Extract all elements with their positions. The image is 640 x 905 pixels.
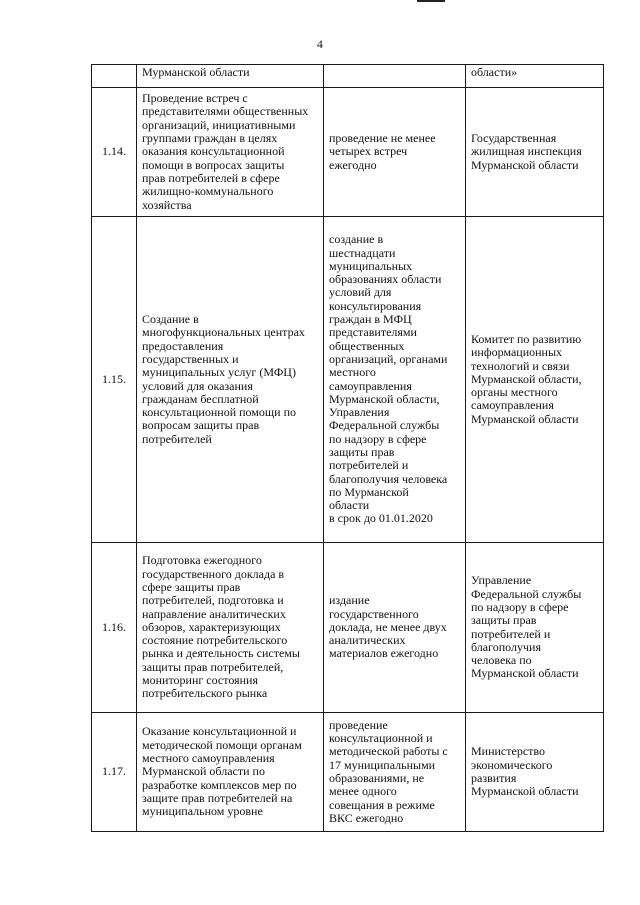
cell-text-line: потребителей (142, 431, 212, 446)
cell-number (92, 65, 137, 88)
cell-text-line: органы местного (471, 385, 558, 400)
cell-text-line: создание в (329, 232, 384, 247)
cell-text-line: условий для (329, 285, 392, 300)
cell-text-line: образованиями, не (329, 771, 425, 785)
cell-text-line: Государственная (471, 131, 557, 146)
cell-activity (137, 217, 324, 543)
cell-text-line: информационных (471, 345, 563, 360)
cell-text-line: Мурманской области (471, 157, 579, 172)
cell-text-line: доклада, не менее двух (329, 619, 447, 634)
cell-text-line: Мурманской области (142, 65, 250, 79)
cell-activity (137, 65, 324, 88)
cell-text-line: методической помощи органам (142, 737, 302, 752)
cell-text-line: представителями общественных (142, 104, 309, 119)
table-row (92, 713, 604, 832)
cell-text-line: вопросам защиты прав (142, 418, 260, 433)
cell-text-line: местного самоуправления (142, 751, 275, 766)
cell-text-line: государственных и (142, 351, 239, 366)
cell-executor (466, 88, 604, 217)
cell-text-line: аналитических (329, 633, 406, 648)
cell-text-line: четырех встреч (329, 144, 408, 159)
cell-text-line: области (329, 498, 370, 513)
cell-text-line: по надзору в сфере (329, 431, 427, 446)
cell-text-line: развития (471, 771, 517, 785)
cell-text-line: государственного доклада в (142, 566, 285, 581)
cell-activity (137, 88, 324, 217)
cell-text-line: муниципальном уровне (142, 804, 263, 819)
cell-text-line: представителями (329, 325, 417, 340)
cell-text-line: разработке комплексов мер по (142, 777, 297, 792)
cell-result (324, 65, 466, 88)
cell-text-line: граждан в МФЦ (329, 312, 412, 327)
cell-text-line: защите прав потребителей на (142, 790, 293, 805)
cell-text-line: потребительского рынка (142, 686, 268, 701)
cell-text-line: самоуправления (329, 378, 412, 393)
cell-text-line: защиты прав (329, 444, 395, 459)
cell-text-line: местного (329, 365, 376, 380)
cell-text-line: потребителей и (471, 626, 551, 641)
cell-text-line: консультационной и (329, 731, 433, 746)
cell-text-line: в срок до 01.01.2020 (329, 511, 433, 526)
cell-text-line: совещания в режиме (329, 797, 435, 812)
cell-text-line: материалов ежегодно (329, 646, 439, 661)
cell-text-line: менее одного (329, 784, 397, 799)
cell-text-line: государственного (329, 606, 419, 621)
cell-number: 1.15. (92, 217, 137, 543)
cell-text-line: защиты прав потребителей, (142, 659, 284, 674)
cell-text-line: Оказание консультационной и (142, 724, 297, 739)
cell-text-line: проведение (329, 717, 388, 732)
cell-text-line: сфере защиты прав (142, 579, 241, 594)
cell-text-line: Мурманской области, (329, 391, 440, 406)
cell-text-line: Мурманской области по (142, 764, 265, 779)
cell-text-line: муниципальных услуг (МФЦ) (142, 365, 296, 380)
cell-result (324, 713, 466, 832)
top-edge-mark (417, 0, 445, 2)
cell-text-line: консультирования (329, 298, 422, 313)
cell-text-line: потребителей и (329, 458, 409, 473)
cell-text-line: области» (471, 65, 518, 79)
table-row-continuation (92, 65, 604, 88)
cell-text-line: методической работы с (329, 744, 448, 759)
cell-text-line: ежегодно (329, 157, 377, 172)
cell-executor (466, 217, 604, 543)
cell-text-line: Мурманской области (471, 666, 579, 681)
cell-executor (466, 543, 604, 713)
cell-text-line: помощи в вопросах защиты (142, 157, 285, 172)
cell-text-line: благополучия человека (329, 471, 448, 486)
cell-text-line: организаций, органами (329, 351, 448, 366)
cell-text-line: многофункциональных центрах (142, 325, 305, 340)
cell-executor (466, 713, 604, 832)
cell-executor (466, 65, 604, 88)
cell-text-line: человека по (471, 653, 532, 668)
cell-text-line: Мурманской области (471, 784, 579, 799)
cell-text-line: муниципальных (329, 258, 413, 273)
cell-number: 1.14. (92, 88, 137, 217)
cell-text-line: образованиях области (329, 272, 442, 287)
cell-text-line: предоставления (142, 338, 224, 353)
cell-text-line: 17 муниципальными (329, 757, 436, 772)
cell-text-line: Министерство (471, 744, 545, 759)
cell-text-line: хозяйства (142, 197, 192, 212)
cell-result (324, 543, 466, 713)
cell-text-line: группами граждан в целях (142, 131, 278, 146)
cell-text-line: обзоров, характеризующих (142, 619, 281, 634)
cell-text-line: экономического (471, 757, 553, 772)
cell-text-line: благополучия (471, 639, 541, 654)
cell-text-line: потребителей, подготовка и (142, 593, 284, 608)
cell-text-line: Подготовка ежегодного (142, 553, 262, 568)
cell-text-line: мониторинг состояния (142, 673, 258, 688)
table-row (92, 88, 604, 217)
cell-text-line: ВКС ежегодно (329, 810, 404, 825)
cell-text-line: организаций, инициативными (142, 117, 296, 132)
cell-text-line: оказания консультационной (142, 144, 285, 159)
cell-text-line: защиты прав (471, 613, 537, 628)
cell-text-line: Управления (329, 405, 390, 420)
cell-text-line: прав потребителей в сфере (142, 170, 280, 185)
cell-text-line: общественных (329, 338, 405, 353)
cell-text-line: самоуправления (471, 398, 554, 413)
cell-text-line: состояние потребительского (142, 633, 288, 648)
cell-result (324, 217, 466, 543)
cell-text-line: издание (329, 593, 370, 608)
table-row (92, 217, 604, 543)
cell-text-line: Мурманской области (471, 411, 579, 426)
cell-result (324, 88, 466, 217)
cell-text-line: Мурманской области, (471, 371, 582, 386)
cell-text-line: консультационной помощи по (142, 405, 296, 420)
cell-text-line: Федеральной службы (329, 418, 440, 433)
cell-text-line: гражданам бесплатной (142, 391, 259, 406)
cell-number: 1.17. (92, 713, 137, 832)
measures-table (91, 64, 604, 832)
cell-text-line: проведение не менее (329, 131, 436, 146)
cell-activity (137, 713, 324, 832)
cell-text-line: по Мурманской (329, 484, 409, 499)
cell-text-line: технологий и связи (471, 358, 570, 373)
cell-text-line: жилищно-коммунального (142, 184, 274, 199)
cell-text-line: Федеральной службы (471, 586, 582, 601)
page-number: 4 (316, 37, 324, 51)
cell-text-line: условий для оказания (142, 378, 253, 393)
cell-text-line: рынка и деятельность системы (142, 646, 300, 661)
cell-text-line: Проведение встреч с (142, 91, 248, 106)
cell-text-line: Комитет по развитию (471, 331, 582, 346)
table-row (92, 543, 604, 713)
cell-text-line: шестнадцати (329, 245, 396, 260)
cell-text-line: по надзору в сфере (471, 599, 569, 614)
cell-text-line: Создание в (142, 312, 199, 327)
cell-text-line: направление аналитических (142, 606, 286, 621)
cell-activity (137, 543, 324, 713)
cell-text-line: жилищная инспекция (471, 144, 582, 159)
cell-number: 1.16. (92, 543, 137, 713)
cell-text-line: Управление (471, 573, 532, 588)
